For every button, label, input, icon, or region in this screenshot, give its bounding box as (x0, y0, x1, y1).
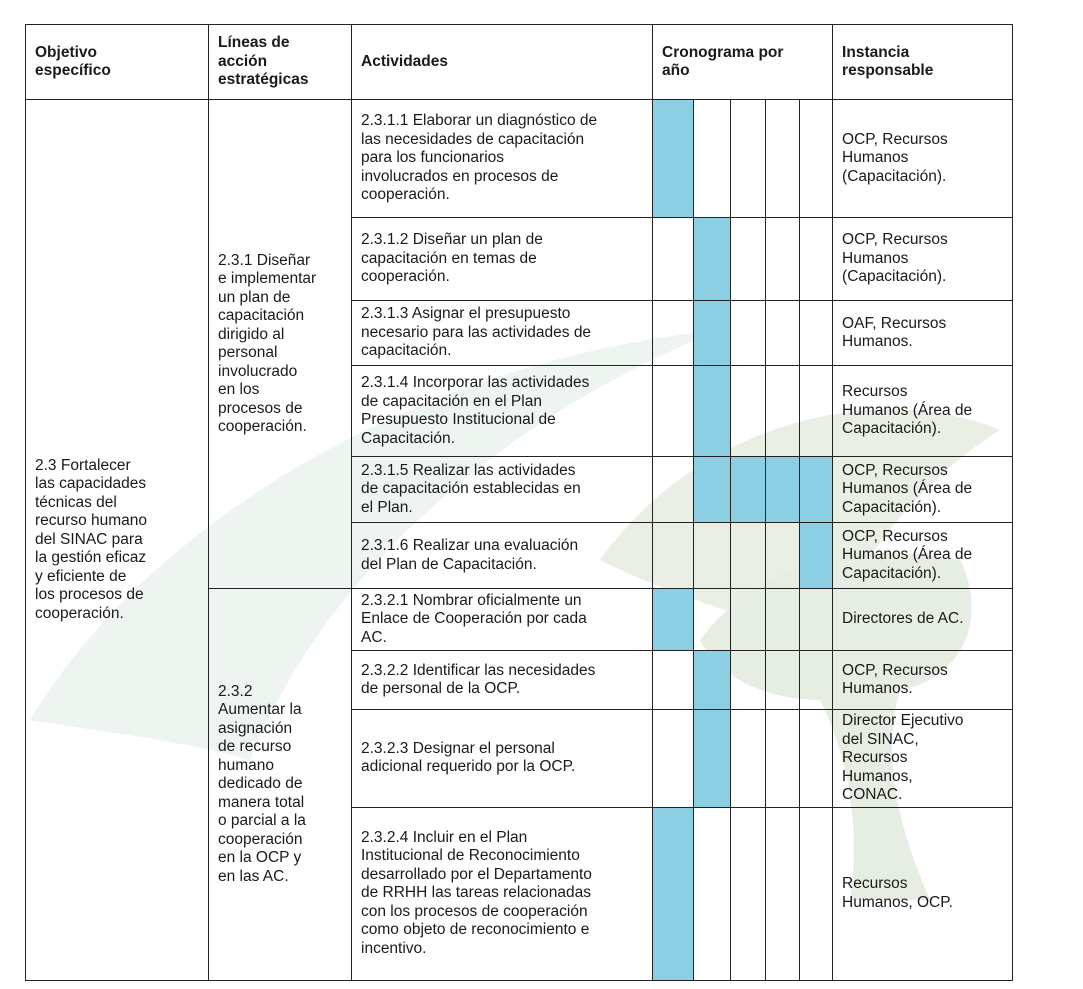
responsible-text: Directores de AC. (842, 610, 964, 628)
objective-cell (26, 100, 209, 981)
activity-cell (352, 710, 653, 808)
schedule-cell-year-1 (653, 710, 694, 808)
schedule-cell-year-4 (766, 100, 800, 218)
responsible-text: OAF, Recursos Humanos. (842, 314, 947, 350)
responsible-text: OCP, Recursos Humanos (Área de Capacitación). (842, 461, 973, 516)
schedule-cell-year-5 (800, 807, 833, 980)
activity-cell (352, 651, 653, 710)
schedule-cell-year-5 (800, 301, 833, 366)
schedule-cell-year-4 (766, 651, 800, 710)
schedule-cell-year-5 (800, 710, 833, 808)
activity-cell (352, 218, 653, 301)
responsible-text: OCP, Recursos Humanos (Capacitación). (842, 231, 948, 286)
activity-cell (352, 100, 653, 218)
activity-text: 2.3.1.4 Incorporar las actividades de capacitación en el Plan Presupuesto Institucional de Capacitación. (361, 374, 590, 447)
strategic-line-text: 2.3.2 Aumentar la asignación de recurso humano dedicado de manera total o parcial a la cooperación en la OCP y en las AC. (218, 682, 306, 885)
schedule-cell-year-1 (653, 100, 694, 218)
activity-cell (352, 301, 653, 366)
schedule-cell-year-2 (694, 218, 731, 301)
responsible-cell (833, 589, 1013, 651)
schedule-cell-year-3 (731, 218, 766, 301)
schedule-cell-year-2 (694, 710, 731, 808)
responsible-text: Recursos Humanos (Área de Capacitación). (842, 383, 973, 438)
responsible-text: Director Ejecutivo del SINAC, Recursos Humanos, CONAC. (842, 712, 964, 803)
schedule-cell-year-4 (766, 218, 800, 301)
schedule-cell-year-3 (731, 651, 766, 710)
schedule-cell-year-2 (694, 651, 731, 710)
activity-text: 2.3.2.3 Designar el personal adicional requerido por la OCP. (361, 739, 576, 776)
schedule-cell-year-3 (731, 589, 766, 651)
header-row (26, 25, 1013, 100)
schedule-cell-year-4 (766, 457, 800, 523)
responsible-text: OCP, Recursos Humanos (Capacitación). (842, 130, 948, 185)
responsible-cell (833, 366, 1013, 457)
responsible-cell (833, 523, 1013, 589)
responsible-cell (833, 218, 1013, 301)
schedule-cell-year-5 (800, 100, 833, 218)
table-row (26, 100, 1013, 218)
schedule-cell-year-1 (653, 457, 694, 523)
schedule-cell-year-1 (653, 301, 694, 366)
activity-cell (352, 589, 653, 651)
schedule-cell-year-3 (731, 301, 766, 366)
activity-text: 2.3.2.2 Identificar las necesidades de personal de la OCP. (361, 661, 596, 697)
schedule-cell-year-2 (694, 457, 731, 523)
schedule-cell-year-1 (653, 523, 694, 589)
objective-text: 2.3 Fortalecer las capacidades técnicas del recurso humano del SINAC para la gestión eficaz y eficiente de los procesos de cooperación. (35, 456, 148, 622)
responsible-cell (833, 710, 1013, 808)
schedule-cell-year-1 (653, 807, 694, 980)
schedule-cell-year-3 (731, 457, 766, 523)
activity-text: 2.3.1.2 Diseñar un plan de capacitación en temas de cooperación. (361, 231, 543, 286)
schedule-cell-year-5 (800, 366, 833, 457)
schedule-cell-year-3 (731, 100, 766, 218)
schedule-cell-year-4 (766, 301, 800, 366)
schedule-cell-year-1 (653, 366, 694, 457)
schedule-cell-year-2 (694, 301, 731, 366)
schedule-cell-year-1 (653, 589, 694, 651)
responsible-cell (833, 807, 1013, 980)
header-schedule: Cronograma por año (653, 25, 833, 100)
responsible-text: OCP, Recursos Humanos (Área de Capacitación). (842, 527, 973, 582)
header-lines: Líneas de acción estratégicas (209, 25, 352, 100)
strategy-table (25, 24, 1013, 981)
activity-text: 2.3.2.1 Nombrar oficialmente un Enlace de Cooperación por cada AC. (361, 591, 587, 646)
schedule-cell-year-3 (731, 366, 766, 457)
responsible-text: Recursos Humanos, OCP. (842, 875, 953, 911)
schedule-cell-year-4 (766, 710, 800, 808)
schedule-cell-year-2 (694, 807, 731, 980)
strategic-line-cell (209, 589, 352, 981)
schedule-cell-year-2 (694, 366, 731, 457)
schedule-cell-year-2 (694, 523, 731, 589)
schedule-cell-year-4 (766, 523, 800, 589)
responsible-cell (833, 457, 1013, 523)
header-responsible: Instancia responsable (833, 25, 1013, 100)
activity-cell (352, 457, 653, 523)
activity-cell (352, 366, 653, 457)
schedule-cell-year-5 (800, 523, 833, 589)
schedule-cell-year-5 (800, 651, 833, 710)
strategic-line-cell (209, 100, 352, 589)
schedule-cell-year-1 (653, 651, 694, 710)
schedule-cell-year-2 (694, 589, 731, 651)
activity-text: 2.3.1.5 Realizar las actividades de capacitación establecidas en el Plan. (361, 461, 581, 516)
activity-text: 2.3.1.3 Asignar el presupuesto necesario para las actividades de capacitación. (361, 305, 592, 360)
schedule-cell-year-1 (653, 218, 694, 301)
activity-text: 2.3.2.4 Incluir en el Plan Institucional de Reconocimiento desarrollado por el Departamento de RRHH las tareas relacionadas con los procesos de cooperación como objeto de reconocimiento e incentivo. (361, 828, 592, 957)
schedule-cell-year-3 (731, 523, 766, 589)
activity-text: 2.3.1.6 Realizar una evaluación del Plan de Capacitación. (361, 537, 579, 573)
responsible-cell (833, 100, 1013, 218)
schedule-cell-year-5 (800, 457, 833, 523)
header-activities: Actividades (352, 25, 653, 100)
responsible-cell (833, 651, 1013, 710)
table-body (26, 100, 1013, 981)
schedule-cell-year-4 (766, 807, 800, 980)
schedule-cell-year-4 (766, 589, 800, 651)
schedule-cell-year-5 (800, 218, 833, 301)
strategic-line-text: 2.3.1 Diseñar e implementar un plan de capacitación dirigido al personal involucrado en los procesos de cooperación. (218, 251, 317, 435)
activity-text: 2.3.1.1 Elaborar un diagnóstico de las necesidades de capacitación para los funcionarios involucrados en procesos de cooperación. (361, 112, 598, 204)
activity-cell (352, 807, 653, 980)
responsible-text: OCP, Recursos Humanos. (842, 661, 948, 697)
schedule-cell-year-3 (731, 807, 766, 980)
schedule-cell-year-4 (766, 366, 800, 457)
schedule-cell-year-3 (731, 710, 766, 808)
responsible-cell (833, 301, 1013, 366)
header-objective: Objetivo específico (26, 25, 209, 100)
activity-cell (352, 523, 653, 589)
schedule-cell-year-5 (800, 589, 833, 651)
schedule-cell-year-2 (694, 100, 731, 218)
